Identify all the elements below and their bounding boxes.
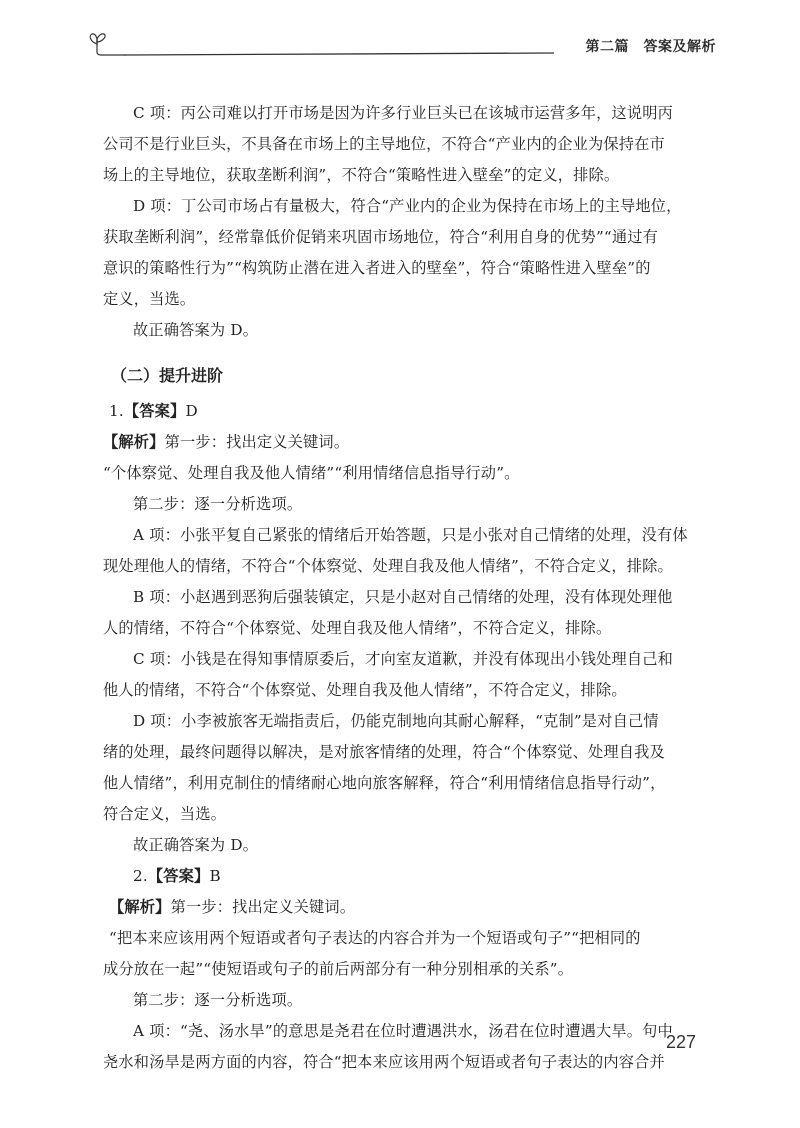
step-one: 第一步：找出定义关键词。 bbox=[164, 433, 350, 451]
answer-line bbox=[103, 861, 697, 892]
step-one: 第一步：找出定义关键词。 bbox=[170, 898, 356, 916]
analysis-line bbox=[103, 892, 697, 923]
answer-value: D bbox=[185, 402, 198, 420]
analysis-label: 【解析】 bbox=[109, 898, 171, 916]
paragraph-d-item bbox=[103, 191, 697, 315]
text-line: 意识的策略性行为”“构筑防止潜在进入者进入的壁垒”，符合“策略性进入壁垒”的 bbox=[103, 259, 651, 277]
running-header bbox=[86, 26, 716, 56]
conclusion: 故正确答案为 D。 bbox=[133, 321, 259, 339]
text-line: 场上的主导地位，获取垄断利润”，不符合“策略性进入壁垒”的定义，排除。 bbox=[103, 166, 620, 184]
answer-line bbox=[103, 396, 697, 427]
step-two: 第二步：逐一分析选项。 bbox=[133, 991, 303, 1009]
question-2 bbox=[103, 861, 697, 1078]
question-number: 2. bbox=[133, 867, 148, 885]
question-1 bbox=[103, 396, 697, 861]
text-line: 尧水和汤旱是两方面的内容，符合“把本来应该用两个短语或者句子表达的内容合并 bbox=[103, 1053, 665, 1071]
text-line: 人的情绪，不符合“个体察觉、处理自我及他人情绪”，不符合定义，排除。 bbox=[103, 619, 612, 637]
text-line: 他人情绪”，利用克制住的情绪耐心地向旅客解释，符合“利用情绪信息指导行动”， bbox=[103, 774, 666, 792]
text-line: B 项：小赵遇到恶狗后强装镇定，只是小赵对自己情绪的处理，没有体现处理他 bbox=[133, 588, 673, 606]
text-line: A 项：“尧、汤水旱”的意思是尧君在位时遭遇洪水，汤君在位时遭遇大旱。句中 bbox=[133, 1022, 673, 1040]
text-line: 他人的情绪，不符合“个体察觉、处理自我及他人情绪”，不符合定义，排除。 bbox=[103, 681, 627, 699]
paragraph-c-item bbox=[103, 98, 697, 191]
question-number: 1. bbox=[109, 402, 124, 420]
text-line: A 项：小张平复自己紧张的情绪后开始答题，只是小张对自己情绪的处理，没有体 bbox=[133, 526, 688, 544]
page-number: 227 bbox=[666, 1032, 697, 1052]
text-line: 定义，当选。 bbox=[103, 290, 196, 308]
text-line: 获取垄断利润”，经常靠低价促销来巩固市场地位，符合“利用自身的优势”“通过有 bbox=[103, 228, 659, 246]
keywords: “个体察觉、处理自我及他人情绪”“利用情绪信息指导行动”。 bbox=[103, 464, 520, 482]
header-title: 第二篇 答案及解析 bbox=[585, 39, 716, 55]
text-line: 符合定义，当选。 bbox=[103, 805, 227, 823]
text-line: “把本来应该用两个短语或者句子表达的内容合并为一个短语或句子”“把相同的 bbox=[109, 929, 641, 947]
text-line: C 项：小钱是在得知事情原委后，才向室友道歉，并没有体现出小钱处理自己和 bbox=[133, 650, 674, 668]
header-rule bbox=[124, 50, 554, 58]
text-line: 公司不是行业巨头，不具备在市场上的主导地位，不符合“产业内的企业为保持在市 bbox=[103, 135, 665, 153]
section-heading: （二）提升进阶 bbox=[111, 366, 224, 385]
text-line: D 项：小李被旅客无端指责后，仍能克制地向其耐心解释，“克制”是对自己情 bbox=[133, 712, 659, 730]
conclusion: 故正确答案为 D。 bbox=[133, 836, 259, 854]
page-body bbox=[103, 98, 697, 1078]
text-line: 现处理他人的情绪，不符合“个体察觉、处理自我及他人情绪”，不符合定义，排除。 bbox=[103, 557, 673, 575]
analysis-line bbox=[103, 427, 697, 458]
sprout-icon bbox=[86, 26, 126, 56]
answer-value: B bbox=[209, 867, 221, 885]
answer-label: 【答案】 bbox=[123, 402, 186, 420]
analysis-label: 【解析】 bbox=[103, 433, 165, 451]
text-line: D 项：丁公司市场占有量极大，符合“产业内的企业为保持在市场上的主导地位， bbox=[133, 197, 682, 215]
text-line: 成分放在一起”“使短语或句子的前后两部分有一种分别相承的关系”。 bbox=[103, 960, 574, 978]
step-two: 第二步：逐一分析选项。 bbox=[133, 495, 303, 513]
text-line: 绪的处理，最终问题得以解决，是对旅客情绪的处理，符合“个体察觉、处理自我及 bbox=[103, 743, 665, 761]
text-line: C 项：丙公司难以打开市场是因为许多行业巨头已在该城市运营多年，这说明丙 bbox=[133, 104, 674, 122]
answer-label: 【答案】 bbox=[147, 867, 210, 885]
